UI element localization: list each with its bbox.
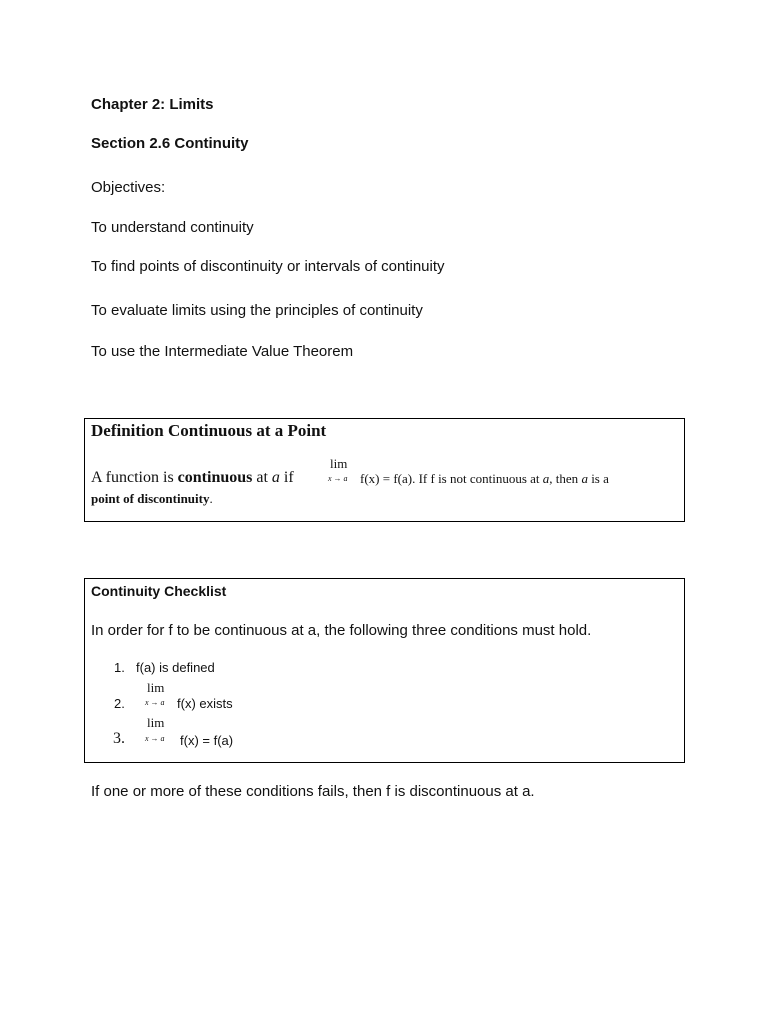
definition-lead: A function is continuous at a if	[91, 469, 294, 486]
objectives-heading: Objectives:	[91, 179, 166, 196]
conclusion-text: If one or more of these conditions fails, then f is discontinuous at a.	[91, 783, 535, 800]
definition-box	[84, 418, 685, 522]
definition-condition: f(x) = f(a). If f is not continuous at a, then a is a	[360, 471, 609, 486]
definition-tail: point of discontinuity.	[91, 491, 213, 506]
checklist-box	[84, 578, 685, 763]
objective-item: To understand continuity	[91, 219, 254, 236]
checklist-item-number: 2.	[114, 696, 125, 711]
limit-subscript: x → a	[145, 734, 165, 743]
objective-item: To evaluate limits using the principles of continuity	[91, 302, 423, 319]
limit-symbol: lim	[147, 680, 165, 695]
limit-symbol: lim	[330, 456, 348, 471]
section-title: Section 2.6 Continuity	[91, 135, 249, 152]
objective-item: To use the Intermediate Value Theorem	[91, 343, 354, 360]
objective-item: To find points of discontinuity or intervals of continuity	[91, 258, 445, 275]
limit-subscript: x → a	[145, 698, 165, 707]
checklist-item-text: f(x) exists	[177, 696, 233, 711]
checklist-item-text: f(x) = f(a)	[180, 733, 234, 748]
checklist-title: Continuity Checklist	[91, 583, 227, 599]
limit-symbol: lim	[147, 715, 165, 730]
point-of-discontinuity-term: point of discontinuity	[91, 491, 210, 506]
checklist-intro: In order for f to be continuous at a, the following three conditions must hold.	[91, 622, 592, 639]
checklist-item-text: f(a) is defined	[136, 660, 215, 675]
continuous-term: continuous	[177, 469, 253, 486]
definition-title: Definition Continuous at a Point	[91, 421, 327, 440]
limit-subscript: x → a	[328, 474, 348, 483]
checklist-item-number: 3.	[113, 730, 125, 747]
checklist-item-number: 1.	[114, 660, 125, 675]
chapter-title: Chapter 2: Limits	[91, 96, 214, 113]
